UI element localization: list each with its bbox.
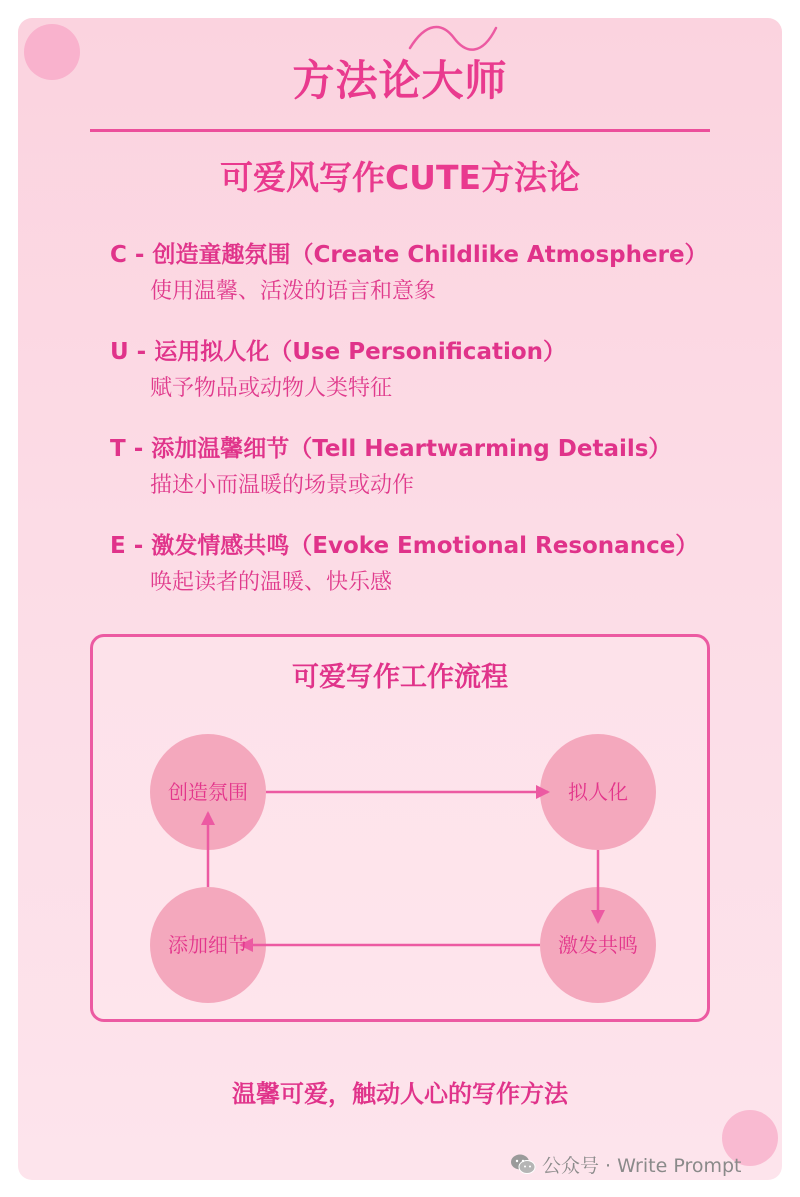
- cute-item-description: 使用温馨、活泼的语言和意象: [150, 279, 437, 304]
- cute-item-heading: E - 激发情感共鸣（Evoke Emotional Resonance）: [110, 533, 699, 559]
- title-divider: [90, 129, 710, 132]
- workflow-diagram: [90, 634, 710, 1022]
- cute-item-u: [110, 337, 760, 403]
- poster-card: [18, 18, 782, 1180]
- cute-item-description: 描述小而温暖的场景或动作: [150, 473, 415, 498]
- page-subtitle: 可爱风写作CUTE方法论: [219, 158, 581, 197]
- node-label-personify: 拟人化: [568, 780, 628, 804]
- footer-tagline: 温馨可爱，触动人心的写作方法: [232, 1080, 568, 1108]
- wechat-icon: [510, 1153, 536, 1175]
- cute-item-heading: C - 创造童趣氛围（Create Childlike Atmosphere）: [110, 242, 708, 268]
- watermark-text: 公众号 · Write Prompt: [542, 1154, 742, 1177]
- watermark: [510, 1151, 780, 1177]
- node-label-details: 添加细节: [168, 933, 248, 957]
- cute-item-description: 唤起读者的温暖、快乐感: [150, 570, 393, 595]
- cute-item-heading: U - 运用拟人化（Use Personification）: [110, 339, 567, 365]
- node-label-evoke: 激发共鸣: [558, 933, 638, 957]
- cute-item-c: [110, 240, 760, 306]
- cute-item-description: 赋予物品或动物人类特征: [150, 376, 393, 401]
- workflow-title: 可爱写作工作流程: [292, 662, 508, 693]
- cute-item-t: [110, 434, 760, 500]
- page-title: 方法论大师: [292, 56, 508, 105]
- workflow-graph: [93, 637, 707, 1019]
- node-label-create: 创造氛围: [168, 780, 248, 804]
- cute-item-heading: T - 添加温馨细节（Tell Heartwarming Details）: [110, 436, 672, 462]
- cute-item-e: [110, 531, 760, 597]
